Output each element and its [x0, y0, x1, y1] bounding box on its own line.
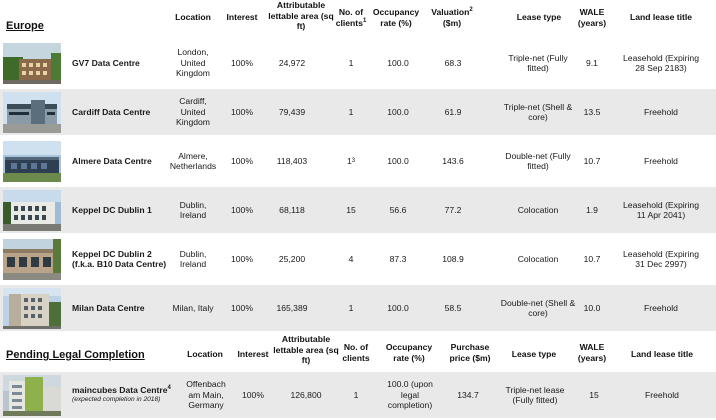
pending-wale: 15 — [589, 389, 599, 400]
cell-valuation: 108.9 — [442, 253, 464, 264]
cell-location: Dublin, Ireland — [179, 248, 207, 269]
pending-location: Offenbach am Main, Germany — [186, 379, 226, 411]
cell-occupancy: 100.0 — [387, 106, 409, 117]
cell-location: Cardiff, United Kingdom — [176, 96, 210, 128]
row-name: Almere Data Centre — [72, 155, 152, 166]
cell-title: Leasehold (Expiring 31 Dec 2997) — [623, 248, 699, 269]
cell-area: 24,972 — [278, 57, 306, 68]
table-row — [0, 40, 716, 86]
col-header-clients — [328, 7, 374, 28]
col-header-valuation-label: Valuation — [431, 7, 470, 17]
pending-header-land-title: Land lease title — [630, 349, 694, 359]
cell-interest: 100% — [231, 302, 253, 313]
cell-area: 25,200 — [278, 253, 306, 264]
cell-interest: 100% — [231, 106, 253, 117]
cell-clients: 1 — [348, 302, 354, 313]
row-name: GV7 Data Centre — [72, 57, 140, 68]
cell-wale: 1.9 — [586, 204, 598, 215]
cell-title: Freehold — [644, 302, 678, 313]
cell-clients: 1 3 — [346, 155, 356, 166]
cell-valuation: 61.9 — [444, 106, 462, 117]
table-row — [0, 89, 716, 135]
cell-occupancy: 87.3 — [389, 253, 407, 264]
pending-row — [0, 372, 716, 418]
row-name: Milan Data Centre — [72, 302, 145, 313]
cell-location: Dublin, Ireland — [179, 199, 207, 220]
col-header-wale: WALE (years) — [577, 7, 607, 28]
pending-area: 126,800 — [290, 389, 322, 400]
cell-occupancy: 56.6 — [389, 204, 407, 215]
cell-wale: 10.7 — [583, 155, 601, 166]
row-name: Cardiff Data Centre — [72, 106, 151, 117]
cell-area: 68,118 — [279, 204, 305, 215]
cell-lease-type: Double-net (Shell & core) — [500, 297, 576, 318]
table-row — [0, 285, 716, 331]
row-name: Keppel DC Dublin 1 — [72, 204, 152, 215]
cell-interest: 100% — [231, 155, 253, 166]
cell-title: Freehold — [644, 106, 678, 117]
pending-note: (expected completion in 2018) — [72, 396, 161, 403]
cell-wale: 13.5 — [583, 106, 601, 117]
section-title-europe: Europe — [6, 20, 44, 32]
cell-interest: 100% — [231, 204, 253, 215]
cell-area: 79,439 — [278, 106, 306, 117]
pending-header-wale: WALE (years) — [577, 342, 607, 363]
col-header-clients-sup: 1 — [362, 17, 367, 24]
cell-valuation: 58.5 — [444, 302, 462, 313]
col-header-valuation-sup: 2 — [469, 7, 473, 14]
cell-valuation: 77.2 — [444, 204, 462, 215]
cell-interest: 100% — [231, 253, 253, 264]
pending-name-text: maincubes Data Centre — [72, 384, 168, 395]
cell-clients: 1 — [348, 106, 354, 117]
cell-valuation: 68.3 — [444, 57, 462, 68]
cell-wale: 9.1 — [586, 57, 598, 68]
col-header-valuation-unit: ($m) — [442, 17, 462, 28]
pending-header-occupancy: Occupancy rate (%) — [385, 342, 433, 363]
cell-lease-type: Double-net (Fully fitted) — [505, 150, 571, 171]
table-row — [0, 236, 716, 282]
building-photo — [3, 190, 61, 231]
cell-area: 118,403 — [276, 155, 308, 166]
pending-name — [72, 372, 182, 418]
pending-name-sup: 4 — [167, 384, 171, 391]
building-photo — [3, 141, 61, 182]
cell-clients: 4 — [348, 253, 354, 264]
section-title-pending: Pending Legal Completion — [6, 349, 145, 361]
cell-clients: 1 — [348, 57, 354, 68]
col-header-area: Attributable lettable area (sq ft) — [268, 0, 334, 31]
building-photo — [3, 288, 61, 329]
cell-lease-type: Triple-net (Shell & core) — [503, 101, 573, 122]
cell-title: Leasehold (Expiring 28 Sep 2183) — [623, 52, 699, 73]
cell-wale: 10.0 — [583, 302, 601, 313]
pending-occupancy: 100.0 (upon legal completion) — [387, 379, 433, 411]
cell-lease-type: Colocation — [517, 204, 559, 215]
cell-lease-type: Colocation — [517, 253, 559, 264]
pending-lease-type: Triple-net lease (Fully fitted) — [505, 384, 565, 405]
building-photo — [3, 375, 61, 416]
pending-header-location: Location — [187, 349, 223, 359]
pending-header-interest: Interest — [237, 349, 269, 359]
cell-location: Almere, Netherlands — [169, 150, 217, 171]
cell-area: 165,389 — [276, 302, 308, 313]
cell-interest: 100% — [231, 57, 253, 68]
building-photo — [3, 239, 61, 280]
cell-occupancy: 100.0 — [387, 155, 409, 166]
pending-header-lease-type: Lease type — [511, 349, 557, 359]
col-header-clients-label: No. of clients — [335, 7, 364, 28]
cell-wale: 10.7 — [583, 253, 601, 264]
building-photo — [3, 43, 61, 84]
cell-clients: 15 — [346, 204, 356, 215]
col-header-lease-type: Lease type — [516, 12, 562, 22]
col-header-valuation — [424, 7, 480, 28]
cell-location: London, United Kingdom — [176, 47, 210, 79]
cell-title: Freehold — [644, 155, 678, 166]
pending-interest: 100% — [242, 389, 264, 400]
pending-header-clients: No. of clients — [342, 342, 370, 363]
pending-price: 134.7 — [457, 389, 479, 400]
row-name: Keppel DC Dublin 2 (f.k.a. B10 Data Centre) — [72, 248, 167, 269]
table-row — [0, 138, 716, 184]
col-header-occupancy: Occupancy rate (%) — [372, 7, 420, 28]
pending-header-price: Purchase price ($m) — [449, 342, 491, 363]
table-row — [0, 187, 716, 233]
cell-occupancy: 100.0 — [387, 57, 409, 68]
cell-valuation: 143.6 — [442, 155, 464, 166]
cell-title: Leasehold (Expiring 11 Apr 2041) — [623, 199, 699, 220]
col-header-land-title: Land lease title — [629, 12, 693, 22]
col-header-location: Location — [175, 12, 211, 22]
pending-clients: 1 — [353, 389, 359, 400]
pending-land-title: Freehold — [645, 389, 679, 400]
cell-lease-type: Triple-net (Fully fitted) — [508, 52, 568, 73]
cell-location: Milan, Italy — [172, 302, 214, 313]
building-photo — [3, 92, 61, 133]
col-header-interest: Interest — [226, 12, 258, 22]
pending-header-area: Attributable lettable area (sq ft) — [273, 334, 339, 365]
cell-occupancy: 100.0 — [387, 302, 409, 313]
